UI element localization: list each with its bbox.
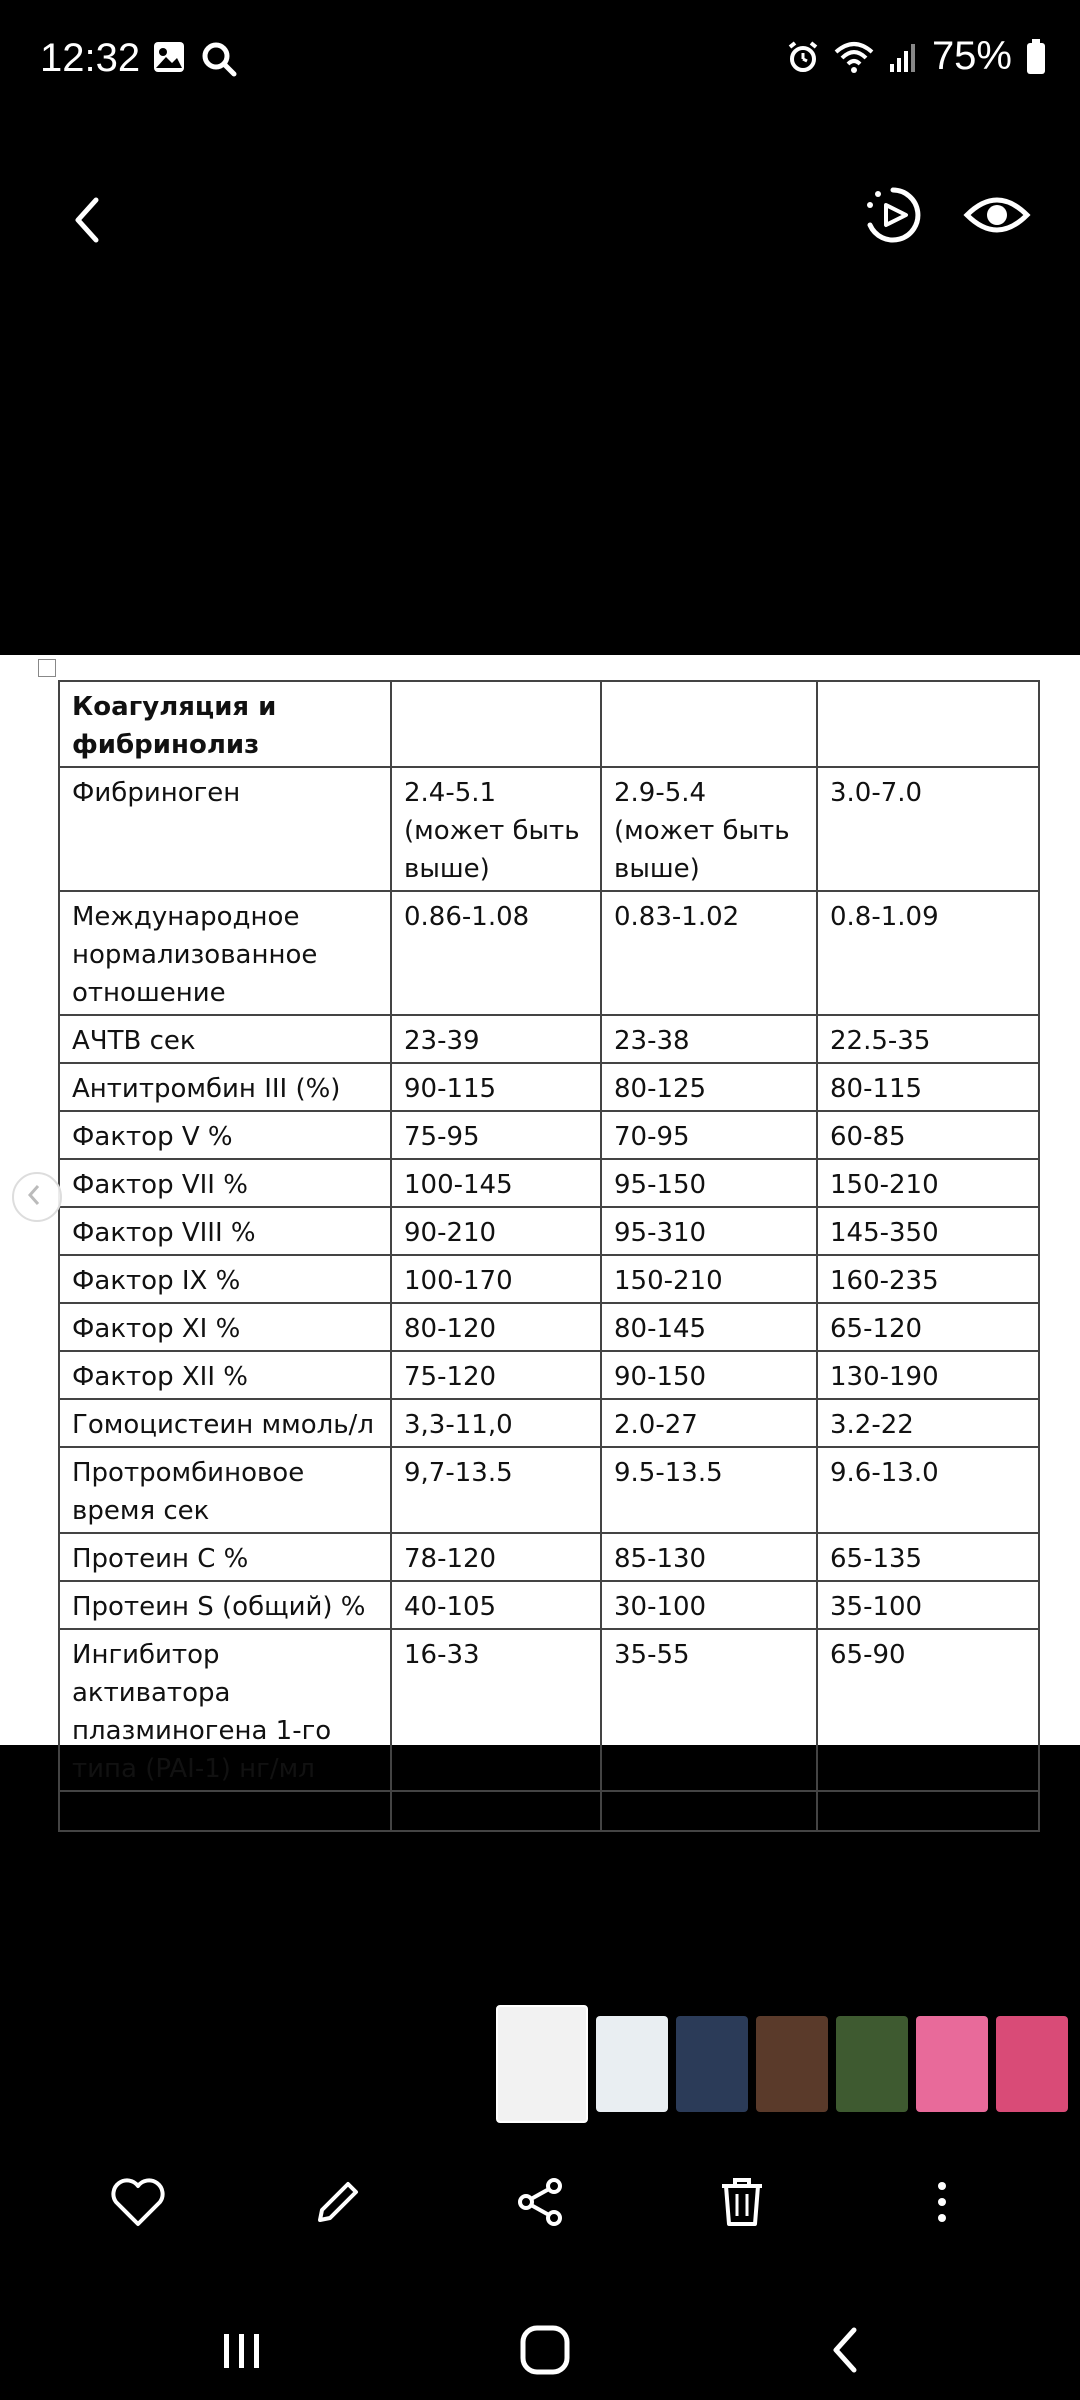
row-label-cell: Ингибитор активатора плазминогена 1-го типа (PAI-1) нг/мл — [59, 1629, 391, 1791]
alarm-icon — [786, 40, 820, 74]
value-cell: 9.5-13.5 — [601, 1447, 817, 1533]
previous-image-handle[interactable] — [12, 1172, 62, 1222]
value-cell: 30-100 — [601, 1581, 817, 1629]
value-cell — [391, 681, 601, 767]
value-cell: 150-210 — [817, 1159, 1039, 1207]
battery-percent: 75% — [931, 34, 1012, 78]
value-cell: 90-210 — [391, 1207, 601, 1255]
value-cell: 65-90 — [817, 1629, 1039, 1791]
value-cell: 90-115 — [391, 1063, 601, 1111]
status-time: 12:32 — [40, 36, 141, 80]
value-cell: 40-105 — [391, 1581, 601, 1629]
row-label-cell: Протеин С % — [59, 1533, 391, 1581]
more-options-icon[interactable] — [912, 2172, 972, 2232]
value-cell: 60-85 — [817, 1111, 1039, 1159]
value-cell — [601, 681, 817, 767]
empty-cell — [59, 1791, 391, 1831]
system-nav-bar — [0, 2290, 1080, 2400]
action-bar — [0, 2150, 1080, 2250]
value-cell: 22.5-35 — [817, 1015, 1039, 1063]
value-cell: 35-55 — [601, 1629, 817, 1791]
edit-pencil-icon[interactable] — [308, 2172, 368, 2232]
value-cell: 0.8-1.09 — [817, 891, 1039, 1015]
coagulation-table — [58, 680, 1040, 1832]
row-label-cell: Фактор IX % — [59, 1255, 391, 1303]
battery-icon — [1026, 39, 1046, 75]
photo-image[interactable] — [0, 655, 1080, 1784]
table-row — [59, 1447, 1039, 1533]
row-label-cell: Фактор XI % — [59, 1303, 391, 1351]
recent-apps-icon[interactable] — [212, 2320, 272, 2380]
row-label-cell: Фактор VII % — [59, 1159, 391, 1207]
table-row — [59, 1111, 1039, 1159]
thumbnail-current[interactable] — [496, 2005, 588, 2123]
viewer-top-bar — [0, 150, 1080, 280]
home-icon[interactable] — [515, 2320, 575, 2380]
back-arrow-icon[interactable] — [58, 190, 118, 250]
table-row — [59, 1015, 1039, 1063]
value-cell: 145-350 — [817, 1207, 1039, 1255]
gallery-notification-icon — [152, 40, 186, 74]
value-cell: 23-38 — [601, 1015, 817, 1063]
value-cell: 130-190 — [817, 1351, 1039, 1399]
motion-photo-icon[interactable] — [858, 180, 928, 250]
value-cell: 80-145 — [601, 1303, 817, 1351]
value-cell: 70-95 — [601, 1111, 817, 1159]
row-label-cell: Фибриноген — [59, 767, 391, 891]
wifi-icon — [834, 40, 874, 74]
value-cell: 75-95 — [391, 1111, 601, 1159]
row-label-cell: Гомоцистеин ммоль/л — [59, 1399, 391, 1447]
value-cell: 100-170 — [391, 1255, 601, 1303]
row-label-cell: Международное нормализованное отношение — [59, 891, 391, 1015]
thumbnail-strip — [496, 2005, 1068, 2123]
value-cell: 95-310 — [601, 1207, 817, 1255]
value-cell: 0.83-1.02 — [601, 891, 817, 1015]
value-cell: 160-235 — [817, 1255, 1039, 1303]
value-cell: 0.86-1.08 — [391, 891, 601, 1015]
favorite-heart-icon[interactable] — [108, 2172, 168, 2232]
table-row — [59, 1399, 1039, 1447]
value-cell: 150-210 — [601, 1255, 817, 1303]
value-cell: 78-120 — [391, 1533, 601, 1581]
table-row — [59, 767, 1039, 891]
value-cell: 9,7-13.5 — [391, 1447, 601, 1533]
empty-cell — [601, 1791, 817, 1831]
row-label-cell: Фактор V % — [59, 1111, 391, 1159]
table-row — [59, 1303, 1039, 1351]
value-cell: 75-120 — [391, 1351, 601, 1399]
table-expand-handle — [38, 659, 56, 677]
empty-cell — [391, 1791, 601, 1831]
thumbnail[interactable] — [756, 2016, 828, 2112]
thumbnail[interactable] — [596, 2016, 668, 2112]
table-row — [59, 1255, 1039, 1303]
value-cell: 2.4-5.1 (может быть выше) — [391, 767, 601, 891]
value-cell: 100-145 — [391, 1159, 601, 1207]
row-label-cell: Коагуляция и фибринолиз — [59, 681, 391, 767]
table-row — [59, 891, 1039, 1015]
row-label-cell: АЧТВ сек — [59, 1015, 391, 1063]
value-cell: 9.6-13.0 — [817, 1447, 1039, 1533]
value-cell: 3.2-22 — [817, 1399, 1039, 1447]
value-cell: 35-100 — [817, 1581, 1039, 1629]
table-row — [59, 1581, 1039, 1629]
value-cell: 80-120 — [391, 1303, 601, 1351]
value-cell: 2.9-5.4 (может быть выше) — [601, 767, 817, 891]
table-row-cutoff — [59, 1791, 1039, 1831]
row-label-cell: Антитромбин III (%) — [59, 1063, 391, 1111]
table-row — [59, 1063, 1039, 1111]
value-cell: 16-33 — [391, 1629, 601, 1791]
search-notification-icon — [200, 40, 238, 78]
value-cell: 95-150 — [601, 1159, 817, 1207]
delete-trash-icon[interactable] — [712, 2172, 772, 2232]
value-cell: 65-135 — [817, 1533, 1039, 1581]
table-row — [59, 1159, 1039, 1207]
status-bar — [0, 0, 1080, 120]
thumbnail[interactable] — [836, 2016, 908, 2112]
table-row — [59, 1629, 1039, 1791]
chevron-left-icon — [14, 1174, 56, 1216]
table-row — [59, 1207, 1039, 1255]
value-cell — [817, 681, 1039, 767]
table-row — [59, 1533, 1039, 1581]
value-cell: 2.0-27 — [601, 1399, 817, 1447]
value-cell: 80-115 — [817, 1063, 1039, 1111]
thumbnail[interactable] — [916, 2016, 988, 2112]
row-label-cell: Фактор XII % — [59, 1351, 391, 1399]
table-row — [59, 1351, 1039, 1399]
table-header-row — [59, 681, 1039, 767]
value-cell: 85-130 — [601, 1533, 817, 1581]
value-cell: 3,3-11,0 — [391, 1399, 601, 1447]
value-cell: 23-39 — [391, 1015, 601, 1063]
empty-cell — [817, 1791, 1039, 1831]
row-label-cell: Протромбиновое время сек — [59, 1447, 391, 1533]
thumbnail[interactable] — [676, 2016, 748, 2112]
value-cell: 90-150 — [601, 1351, 817, 1399]
row-label-cell: Протеин S (общий) % — [59, 1581, 391, 1629]
row-label-cell: Фактор VIII % — [59, 1207, 391, 1255]
eye-icon[interactable] — [962, 180, 1032, 250]
value-cell: 3.0-7.0 — [817, 767, 1039, 891]
signal-icon — [888, 40, 918, 74]
share-icon[interactable] — [510, 2172, 570, 2232]
value-cell: 80-125 — [601, 1063, 817, 1111]
thumbnail[interactable] — [996, 2016, 1068, 2112]
value-cell: 65-120 — [817, 1303, 1039, 1351]
nav-back-icon[interactable] — [818, 2320, 878, 2380]
